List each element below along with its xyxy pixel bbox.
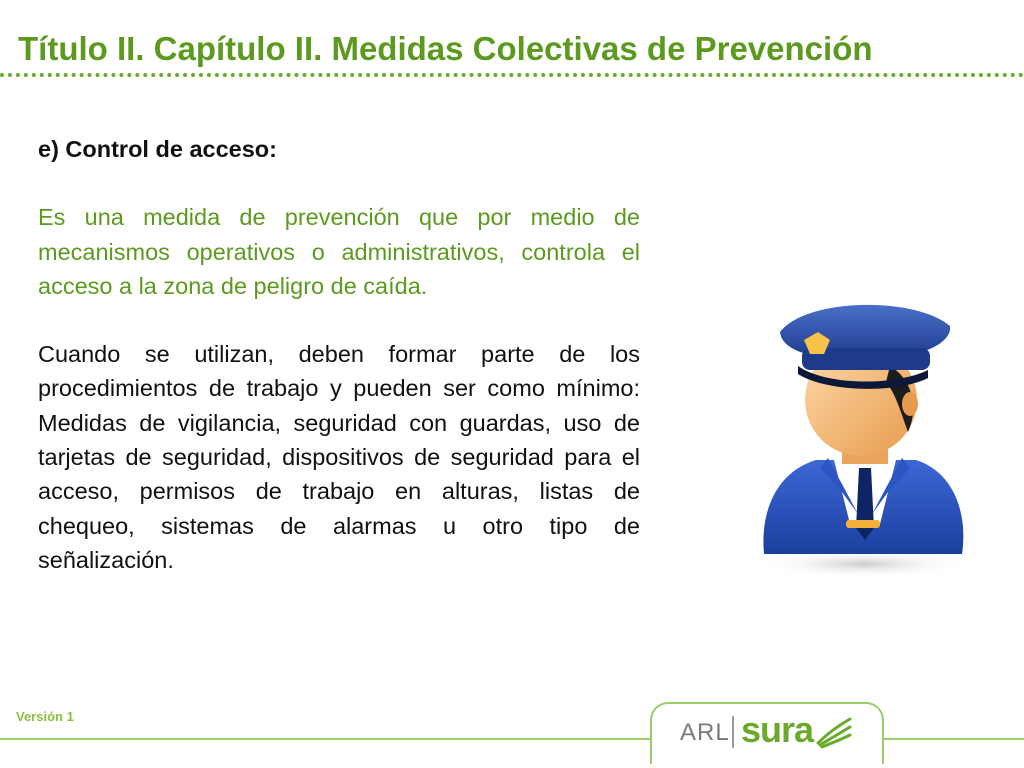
logo-sura-text: sura	[741, 709, 814, 750]
slide-body	[38, 132, 640, 577]
definition-paragraph: Es una medida de prevención que por medio de mecanismos operativos o administrativos, controla el acceso a la zona de peligro de caída.	[38, 204, 640, 299]
logo-arl-text: ARL	[680, 719, 730, 746]
version-label: Versión 1	[16, 709, 74, 724]
sura-wings-icon	[816, 713, 852, 749]
title-dotted-divider	[0, 73, 1024, 77]
section-heading: e) Control de acceso:	[38, 136, 277, 162]
security-guard-icon	[746, 292, 976, 582]
footer-line-right	[880, 738, 1024, 740]
slide-title: Título II. Capítulo II. Medidas Colectivas de Prevención	[18, 30, 873, 67]
footer-line-left	[0, 738, 652, 740]
requirements-paragraph: Cuando se utilizan, deben formar parte de los procedimientos de trabajo y pueden ser como mínimo: Medidas de vigilancia, seguridad con guardas, uso de tarjetas de seguridad, dispositivos de seguridad para el acceso, permisos de trabajo en alturas, listas de chequeo, sistemas de alarmas u otro tipo de señalización.	[38, 341, 640, 573]
logo-divider	[732, 716, 734, 748]
